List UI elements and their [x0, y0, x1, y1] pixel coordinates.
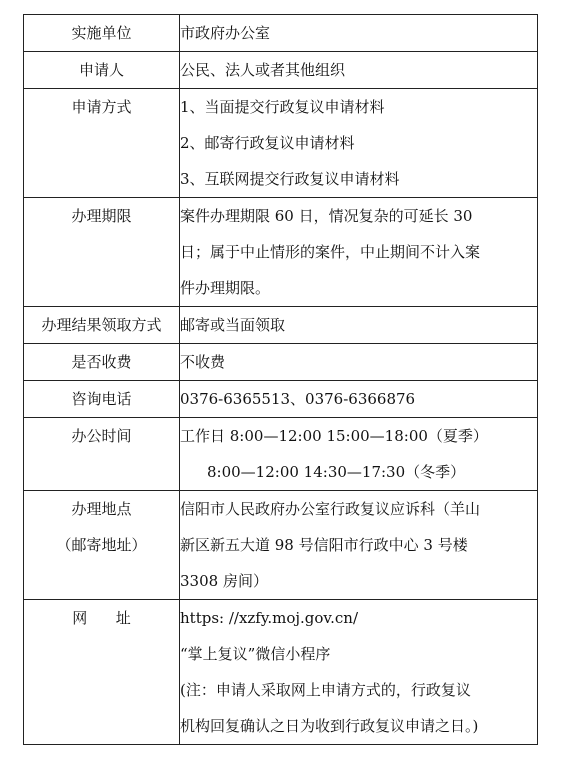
website-link[interactable]: https: //xzfy.moj.gov.cn/: [180, 609, 358, 627]
row-value: 不收费: [180, 344, 538, 381]
table-row-office-hours: [24, 418, 538, 491]
row-label: 网 址: [24, 600, 180, 745]
table-row-deadline: [24, 198, 538, 307]
row-label: 办理地点 （邮寄地址）: [24, 491, 180, 600]
table-row-agency: [24, 15, 538, 52]
row-value: 信阳市人民政府办公室行政复议应诉科（羊山 新区新五大道 98 号信阳市行政中心 3 号楼 3308 房间）: [180, 491, 538, 600]
row-label: 申请人: [24, 52, 180, 89]
table-row-location: [24, 491, 538, 600]
table-row-phone: [24, 381, 538, 418]
table-row-result-pickup: [24, 307, 538, 344]
row-value: 公民、法人或者其他组织: [180, 52, 538, 89]
row-value: 邮寄或当面领取: [180, 307, 538, 344]
row-value: 市政府办公室: [180, 15, 538, 52]
row-value: 工作日 8:00—12:00 15:00—18:00（夏季） 8:00—12:00 14:30—17:30（冬季）: [180, 418, 538, 491]
info-table: [23, 14, 538, 745]
row-value: https: //xzfy.moj.gov.cn/ “掌上复议”微信小程序 (注：申请人采取网上申请方式的，行政复议 机构回复确认之日为收到行政复议申请之日。): [180, 600, 538, 745]
row-value: 1、当面提交行政复议申请材料 2、邮寄行政复议申请材料 3、互联网提交行政复议申请材料: [180, 89, 538, 198]
row-value: 0376-6365513、0376-6366876: [180, 381, 538, 418]
row-label: 申请方式: [24, 89, 180, 198]
table-row-website: [24, 600, 538, 745]
row-value: 案件办理期限 60 日，情况复杂的可延长 30 日；属于中止情形的案件，中止期间不计入案 件办理期限。: [180, 198, 538, 307]
table-row-fee: [24, 344, 538, 381]
table-row-applicant: [24, 52, 538, 89]
table-row-apply-method: [24, 89, 538, 198]
row-label: 咨询电话: [24, 381, 180, 418]
row-label: 办理结果领取方式: [24, 307, 180, 344]
row-label: 办理期限: [24, 198, 180, 307]
row-label: 办公时间: [24, 418, 180, 491]
row-label: 实施单位: [24, 15, 180, 52]
row-label: 是否收费: [24, 344, 180, 381]
mini-program-name: “掌上复议”微信小程序: [180, 645, 331, 663]
